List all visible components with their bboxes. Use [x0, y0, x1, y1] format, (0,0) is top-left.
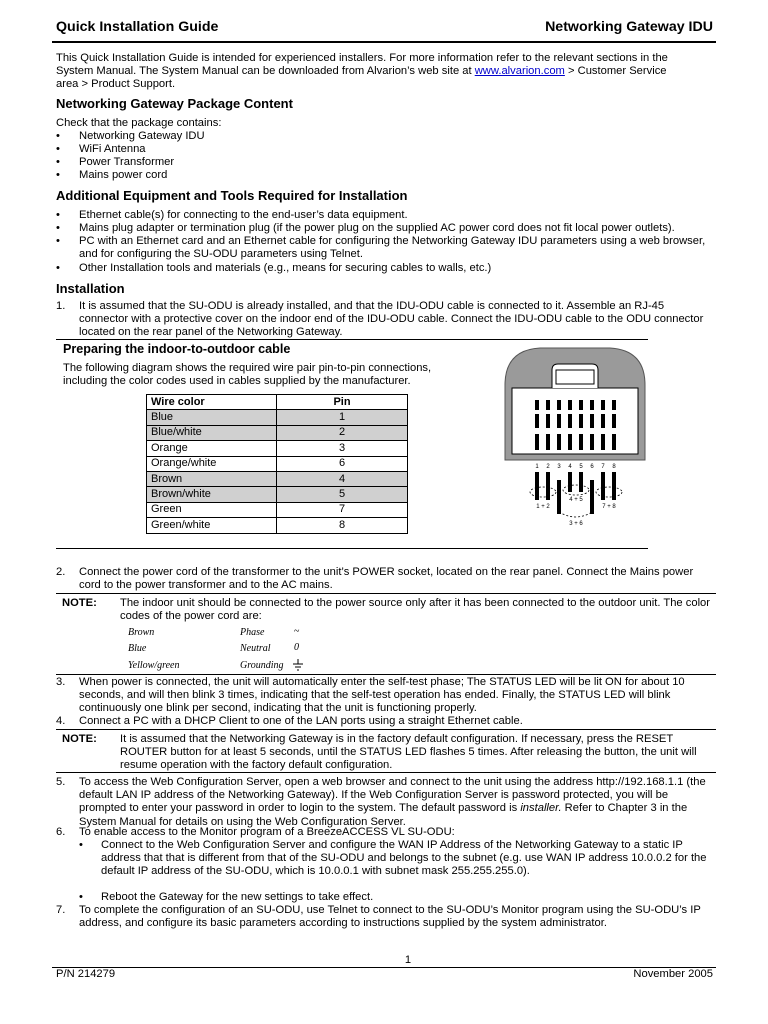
table-row: Blue/white 2 [147, 425, 408, 440]
cable-box-bottom-rule [56, 548, 648, 549]
note-label: NOTE: [62, 597, 97, 609]
pair-label: 1 + 2 [536, 504, 550, 510]
step-2: 2. Connect the power cord of the transformer to the unit’s POWER socket, located on the rear panel. Connect the Mains power cord to the power transformer and to the AC mains. [56, 566, 694, 592]
note-2: NOTE: It is assumed that the Networking Gateway is in the factory default configuration. If necessary, press the RESET ROUTER button for at least 5 seconds, until the STATUS LED flashes 5 times. After releasing the button, the unit will resume operation with the factory default configuration. [62, 733, 697, 772]
part-number: P/N 214279 [56, 968, 116, 980]
latch-window [556, 370, 594, 384]
default-password: installer. [520, 802, 562, 815]
table-row: Green 7 [147, 502, 408, 517]
pin-label: 8 [612, 464, 616, 470]
table-row: Brown 4 [147, 471, 408, 486]
note-2-top-rule [56, 729, 716, 730]
header-rule [52, 41, 716, 43]
pin-label: 5 [579, 464, 583, 470]
table-row: Orange/white 6 [147, 456, 408, 471]
pin-label: 7 [601, 464, 605, 470]
note-1-bottom-rule [56, 674, 716, 675]
cable-text: The following diagram shows the required wire pair pin-to-pin connections, including the color codes used in cables supplied by the manufacturer. [63, 362, 432, 388]
header-title: Quick Installation Guide [56, 19, 219, 35]
cable-heading: Preparing the indoor-to-outdoor cable [63, 342, 291, 356]
power-role-grounding: Grounding [240, 660, 284, 671]
note-2-bottom-rule [56, 772, 716, 773]
list-item: • Other Installation tools and materials (e.g., means for securing cables to walls, etc.) [56, 262, 492, 274]
power-color-brown: Brown [128, 627, 155, 638]
pin-number-labels [535, 464, 616, 470]
list-item: • Mains plug adapter or termination plug (if the power plug on the supplied AC power cord does not fit local power outlets). [56, 222, 675, 234]
pair-label: 3 + 6 [569, 521, 583, 527]
table-row: Blue 1 [147, 410, 408, 425]
pin-header: Pin [277, 395, 408, 410]
pin-label: 3 [557, 464, 561, 470]
step-7: 7. To complete the configuration of an SU-ODU, use Telnet to connect to the SU-ODU’s Monitor program using the SU-ODU’s IP address, and configure its basic parameters according to instructions supplied by the system administrator. [56, 904, 701, 930]
list-item: • Reboot the Gateway for the new settings to take effect. [79, 891, 374, 903]
wire-color-table [146, 394, 408, 534]
power-role-neutral: Neutral [240, 643, 271, 654]
list-item: • WiFi Antenna [56, 143, 146, 155]
power-color-yellow-green: Yellow/green [128, 660, 180, 671]
package-heading: Networking Gateway Package Content [56, 96, 293, 111]
power-role-phase: Phase [240, 627, 265, 638]
step-3: 3. When power is connected, the unit will automatically enter the self-test phase; The STATUS LED will be lit ON for about 10 seconds, and will then blink 3 times, indicating that the self-test operation has ended. Finally, the STATUS LED will blink continuously one blink per second, indicating that the unit is functioning properly. [56, 676, 685, 715]
list-item: • PC with an Ethernet card and an Ethernet cable for configuring the Networking Gateway IDU parameters using a web browser, and for configuring the SU-ODU parameters using Telnet. [56, 235, 706, 261]
note-label: NOTE: [62, 733, 97, 745]
note-1-top-rule [56, 593, 716, 594]
intro-paragraph: This Quick Installation Guide is intended for experienced installers. For more information refer to the relevant sections in the System Manual. The System Manual can be downloaded from Alvarion’s web site at www.alvarion.com > Customer Service area > Product Support. [56, 52, 668, 91]
list-item: • Mains power cord [56, 169, 168, 181]
pair-label: 4 + 5 [569, 497, 583, 503]
power-symbol-phase: ~ [294, 626, 300, 637]
power-symbol-neutral: 0 [294, 642, 299, 653]
page-number: 1 [404, 954, 412, 966]
ground-icon [292, 659, 304, 671]
list-item: • Connect to the Web Configuration Server and configure the WAN IP Address of the Networking Gateway to a static IP address that that is different from that of the SU-ODU and belongs to the subnet (e.g. use WAN IP address 10.0.0.2 for the default IP address of the SU-ODU, which is 10.0.0.1 with subnet mask 255.255.255.0). [79, 839, 707, 878]
package-lead: Check that the package contains: [56, 117, 222, 129]
pin-label: 6 [590, 464, 594, 470]
alvarion-link[interactable]: www.alvarion.com [474, 65, 565, 78]
table-row: Orange 3 [147, 441, 408, 456]
wire-color-header: Wire color [147, 395, 277, 410]
step-4: 4. Connect a PC with a DHCP Client to one of the LAN ports using a straight Ethernet cable. [56, 715, 523, 727]
table-row: Green/white 8 [147, 518, 408, 533]
list-item: • Networking Gateway IDU [56, 130, 205, 142]
connector-body [512, 388, 638, 454]
pin-label: 1 [535, 464, 539, 470]
list-item: • Ethernet cable(s) for connecting to the end-user’s data equipment. [56, 209, 408, 221]
equipment-heading: Additional Equipment and Tools Required for Installation [56, 188, 408, 203]
header-product: Networking Gateway IDU [545, 19, 713, 35]
list-item: • Power Transformer [56, 156, 175, 168]
installation-heading: Installation [56, 281, 125, 296]
pair-labels [536, 497, 616, 527]
footer-rule [52, 967, 716, 968]
table-row: Brown/white 5 [147, 487, 408, 502]
power-color-blue: Blue [128, 643, 147, 654]
step-1: 1. It is assumed that the SU-ODU is already installed, and that the IDU-ODU cable is connected to it. Assemble an RJ-45 connector with a protective cover on the indoor end of the IDU-ODU cable. Connect the IDU-ODU cable to the ODU connector located on the rear panel of the Networking Gateway. [56, 300, 704, 339]
pair-label: 7 + 8 [602, 504, 616, 510]
rj45-connector-diagram [500, 340, 650, 540]
pin-label: 4 [568, 464, 572, 470]
step-6: 6. To enable access to the Monitor program of a BreezeACCESS VL SU-ODU: [56, 826, 455, 838]
note-1: NOTE: The indoor unit should be connected to the power source only after it has been connected to the outdoor unit. The color codes of the power cord are: [62, 597, 711, 623]
step-5: 5. To access the Web Configuration Server, open a web browser and connect to the unit using the address http://192.168.1.1 (the default LAN IP address of the Networking Gateway). If the Web Configuration Server is password protected, you will be prompted to enter your password in order to login to the system. The default password is installer. Refer to Chapter 3 in the System Manual for details on using the Web Configuration Server. [56, 776, 706, 828]
table-header-row [147, 395, 408, 410]
publication-date: November 2005 [633, 968, 713, 980]
pin-label: 2 [546, 464, 550, 470]
